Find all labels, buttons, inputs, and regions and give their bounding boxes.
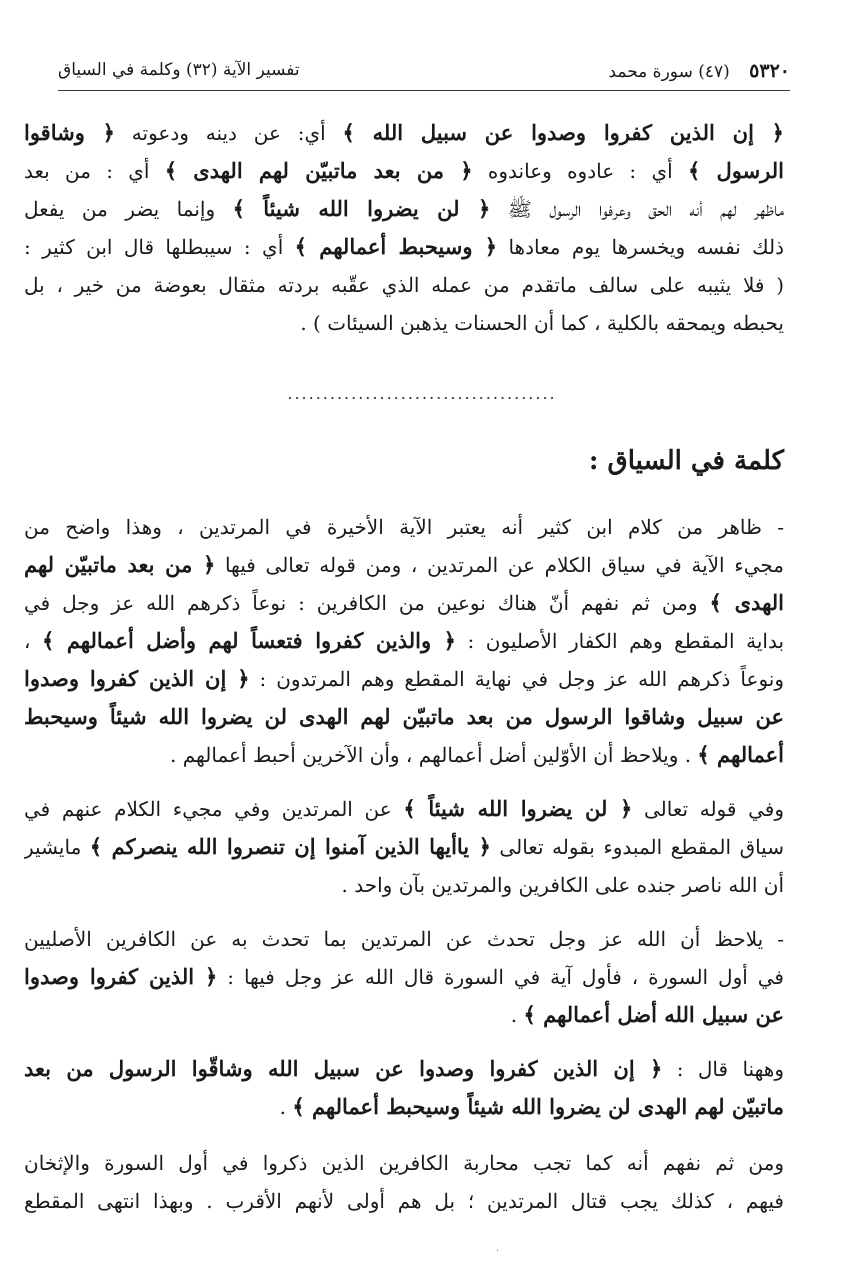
text-line <box>24 626 784 656</box>
text-line <box>24 118 784 148</box>
text-run: عن المرتدين وفي مجيء الكلام عنهم في <box>24 797 404 821</box>
text-run: . <box>279 1095 293 1119</box>
quran-quote: ﴿ وسيحبط أعمالهم ﴾ <box>294 234 498 259</box>
text-run: أي : عادوه وعاندوه <box>472 159 688 183</box>
text-line <box>24 962 784 992</box>
text-line <box>24 664 784 694</box>
quran-quote: ﴿ وشاقوا <box>24 120 115 145</box>
text-run: - ظاهر من كلام ابن كثير أنه يعتبر الآية الأخيرة في المرتدين ، وهذا واضح من <box>24 515 784 539</box>
text-run: أي : من بعد <box>24 159 165 183</box>
text-run: ومن ثم نفهم أنه كما تجب محاربة الكافرين الذين ذكروا في أول السورة والإثخان <box>24 1151 784 1175</box>
running-header <box>58 56 790 91</box>
text-line <box>24 832 784 862</box>
text-run: مجيء الآية في سياق الكلام عن المرتدين ، ومن قوله تعالى فيها <box>215 553 784 577</box>
section-separator: ...................................... <box>287 384 557 403</box>
text-run: يحبطه ويمحقه بالكلية ، كما أن الحسنات يذهبن السيئات ) . <box>300 311 784 335</box>
quran-quote: ﴿ الذين كفروا وصدوا <box>24 964 218 989</box>
text-run: أي: عن دينه ودعوته <box>114 121 343 145</box>
text-line <box>24 550 784 580</box>
text-run: ونوعاً ذكرهم الله عز وجل في نهاية المقطع وهم المرتدون : <box>249 667 784 691</box>
quran-quote: عن سبيل الله أضل أعمالهم ﴾ <box>523 1002 784 1027</box>
quran-quote: ﴿ لن يضروا الله شيئاً ﴾ <box>232 196 491 221</box>
text-run: وههنا قال : <box>662 1057 784 1081</box>
footer-mark: · <box>496 1246 500 1257</box>
page-number: ٥٣٢٠ <box>749 60 790 82</box>
text-line <box>24 270 784 300</box>
quran-quote: ﴿ والذين كفروا فتعساً لهم وأضل أعمالهم ﴾ <box>42 628 456 653</box>
text-run: بداية المقطع وهم الكفار الأصليون : <box>455 629 784 653</box>
text-line <box>24 702 784 732</box>
text-run: ماظهر لهم أنه الحق وعرفوا الرسول ﷺ <box>490 197 784 221</box>
quran-quote: أعمالهم ﴾ <box>697 742 784 767</box>
text-run: ومن ثم نفهم أنّ هناك نوعين من الكافرين : نوعاً ذكرهم الله عز وجل في <box>24 591 710 615</box>
text-run: وإنما يضر من يفعل <box>24 197 233 221</box>
text-line <box>24 194 784 224</box>
quran-quote: ﴿ من بعد ماتبيّن لهم <box>24 552 216 577</box>
text-line <box>24 1000 784 1030</box>
text-run: . ويلاحظ أن الأوّلين أضل أعمالهم ، وأن الآخرين أحبط أعمالهم . <box>170 743 698 767</box>
text-run: سياق المقطع المبدوء بقوله تعالى <box>490 835 784 859</box>
text-line <box>24 924 784 954</box>
text-line <box>24 588 784 618</box>
context-heading: كلمة في السياق : <box>588 446 784 476</box>
quran-quote: ﴿ إن الذين كفروا وصدوا عن سبيل الله وشاقّوا الرسول من بعد <box>24 1056 663 1081</box>
quran-quote: عن سبيل وشاقوا الرسول من بعد ماتبيّن لهم الهدى لن يضروا الله شيئاً وسيحبط <box>24 704 784 729</box>
text-run: مايشير <box>24 835 90 859</box>
text-line <box>24 794 784 824</box>
text-run: - يلاحظ أن الله عز وجل تحدث عن المرتدين بما تحدث به عن الكافرين الأصليين <box>24 927 784 951</box>
text-run: في أول السورة ، فأول آية في السورة قال الله عز وجل فيها : <box>217 965 784 989</box>
text-run: وفي قوله تعالى <box>632 797 784 821</box>
text-line <box>24 1148 784 1178</box>
text-run: ( فلا يثيبه على سالف ماتقدم من عمله الذي عقّبه بردته مثقال بعوضة من خير ، بل <box>24 273 784 297</box>
text-line <box>24 870 784 900</box>
quran-quote: الهدى ﴾ <box>709 590 784 615</box>
text-line <box>24 156 784 186</box>
text-run: أي : سيبطلها قال ابن كثير : <box>24 235 295 259</box>
text-line <box>24 308 784 338</box>
section-title: تفسير الآية (٣٢) وكلمة في السياق <box>58 60 300 80</box>
quran-quote: ﴿ ياأيها الذين آمنوا إن تنصروا الله ينصركم ﴾ <box>89 834 491 859</box>
text-run: ، <box>24 629 43 653</box>
text-run: فيهم ، كذلك يجب قتال المرتدين ؛ بل هم أولى لأنهم الأقرب . وبهذا انتهى المقطع <box>24 1189 784 1213</box>
text-run: ذلك نفسه ويخسرها يوم معادها <box>497 235 784 259</box>
quran-quote: ﴿ من بعد ماتبيّن لهم الهدى ﴾ <box>164 158 473 183</box>
quran-quote: ﴿ إن الذين كفروا وصدوا عن سبيل الله ﴾ <box>342 120 784 145</box>
text-line <box>24 1186 784 1216</box>
quran-quote: الرسول ﴾ <box>687 158 784 183</box>
text-run: . <box>510 1003 524 1027</box>
text-run: أن الله ناصر جنده على الكافرين والمرتدين بآن واحد . <box>341 873 784 897</box>
quran-quote: ﴿ إن الذين كفروا وصدوا <box>24 666 250 691</box>
text-line <box>24 1054 784 1084</box>
quran-quote: ماتبيّن لهم الهدى لن يضروا الله شيئاً وسيحبط أعمالهم ﴾ <box>292 1094 784 1119</box>
surah-label: (٤٧) سورة محمد <box>608 62 730 82</box>
quran-quote: ﴿ لن يضروا الله شيئاً ﴾ <box>403 796 633 821</box>
text-line <box>24 1092 784 1122</box>
text-line <box>24 740 784 770</box>
text-line <box>24 232 784 262</box>
header-page-info <box>608 60 790 82</box>
text-line <box>24 512 784 542</box>
